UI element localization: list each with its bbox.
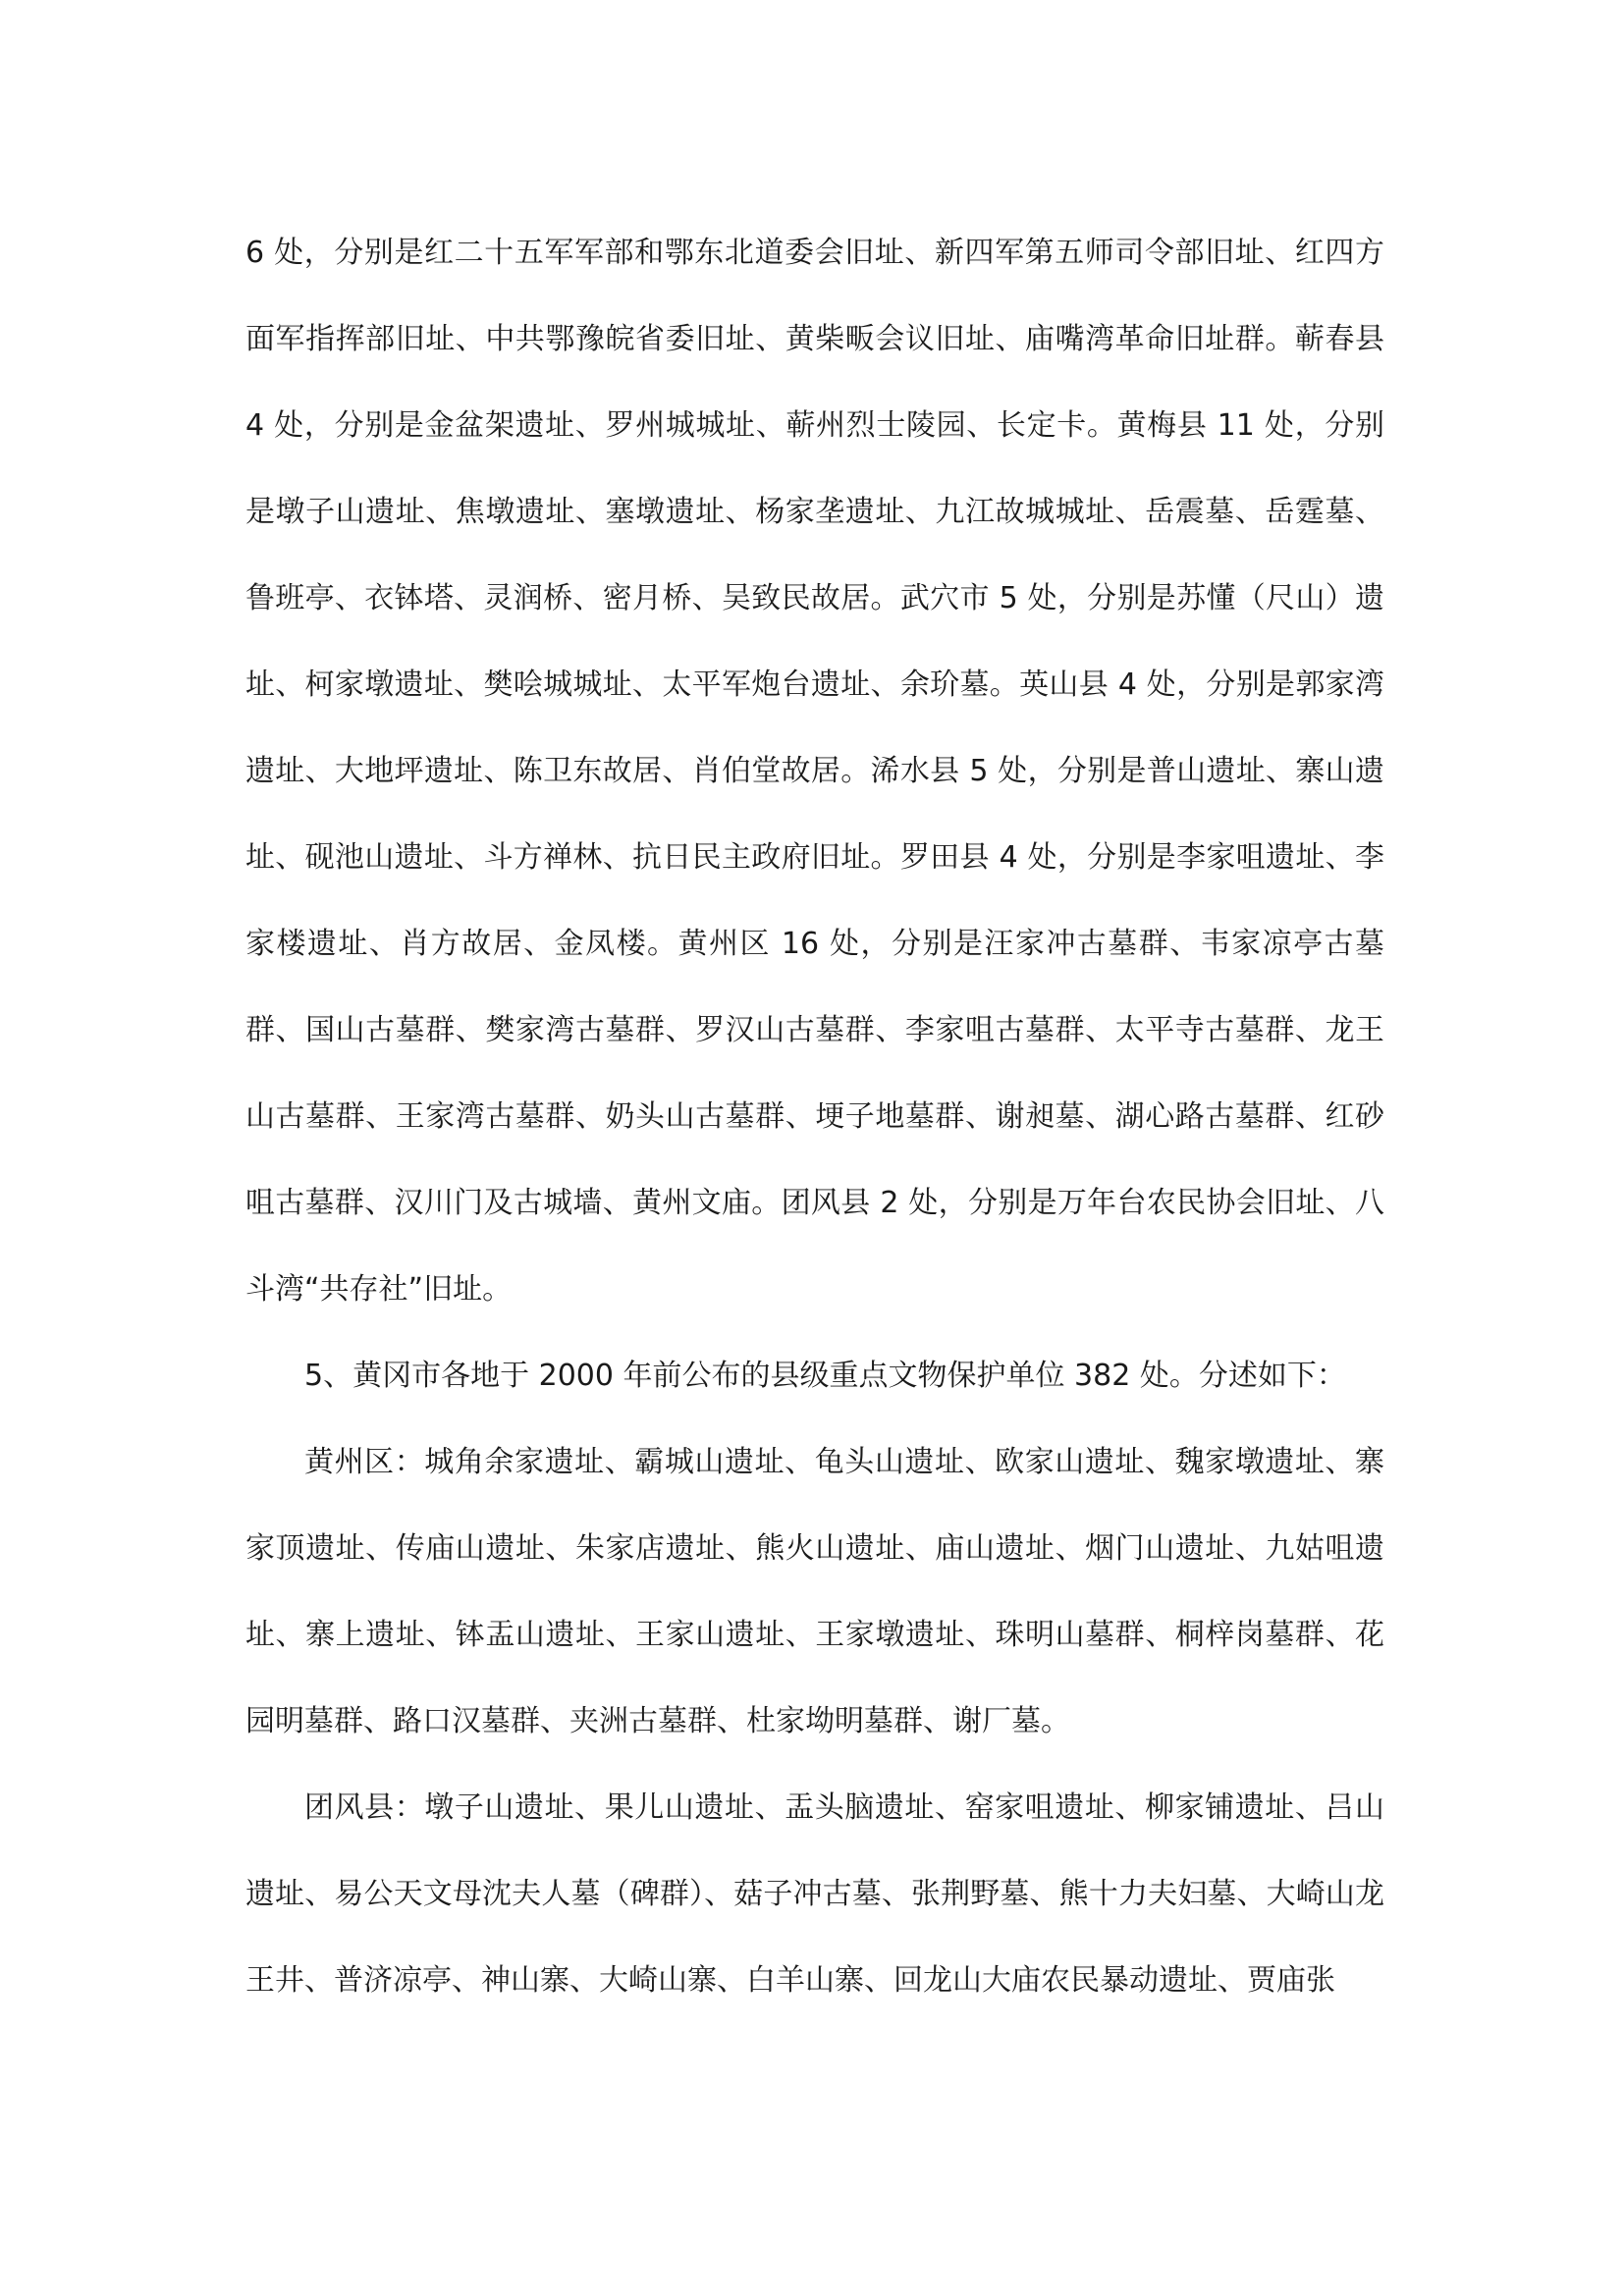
- paragraph-huangzhou-district: 黄州区：城角余家遗址、霸城山遗址、龟头山遗址、欧家山遗址、魏家墩遗址、寨家顶遗址、传庙山遗址、朱家店遗址、熊火山遗址、庙山遗址、烟门山遗址、九姑咀遗址、寨上遗址、钵盂山遗址、王家山遗址、王家墩遗址、珠明山墓群、桐梓岗墓群、花园明墓群、路口汉墓群、夹洲古墓群、杜家坳明墓群、谢厂墓。: [245, 1445, 1384, 1738]
- document-page: [245, 210, 1384, 2024]
- paragraph-tuanfeng-county: 团风县：墩子山遗址、果儿山遗址、盂头脑遗址、窑家咀遗址、柳家铺遗址、吕山遗址、易公天文母沈夫人墓（碑群）、菇子冲古墓、张荆野墓、熊十力夫妇墓、大崎山龙王井、普济凉亭、神山寨、大崎山寨、白羊山寨、回龙山大庙农民暴动遗址、贾庙张: [245, 1790, 1384, 1998]
- paragraph-county-sites-list: 6 处，分别是红二十五军军部和鄂东北道委会旧址、新四军第五师司令部旧址、红四方面军指挥部旧址、中共鄂豫皖省委旧址、黄柴畈会议旧址、庙嘴湾革命旧址群。蕲春县 4 处，分别是金盆架遗址、罗州城城址、蕲州烈士陵园、长定卡。黄梅县 11 处，分别是墩子山遗址、焦墩遗址、塞墩遗址、杨家垄遗址、九江故城城址、岳震墓、岳霆墓、鲁班亭、衣钵塔、灵润桥、密月桥、吴致民故居。武穴市 5 处，分别是苏懂（尺山）遗址、柯家墩遗址、樊哙城城址、太平军炮台遗址、余玠墓。英山县 4 处，分别是郭家湾遗址、大地坪遗址、陈卫东故居、肖伯堂故居。浠水县 5 处，分别是普山遗址、寨山遗址、砚池山遗址、斗方禅林、抗日民主政府旧址。罗田县 4 处，分别是李家咀遗址、李家楼遗址、肖方故居、金凤楼。黄州区 16 处，分别是汪家冲古墓群、韦家凉亭古墓群、国山古墓群、樊家湾古墓群、罗汉山古墓群、李家咀古墓群、太平寺古墓群、龙王山古墓群、王家湾古墓群、奶头山古墓群、埂子地墓群、谢昶墓、湖心路古墓群、红砂咀古墓群、汉川门及古城墙、黄州文庙。团风县 2 处，分别是万年台农民协会旧址、八斗湾“共存社”旧址。: [245, 236, 1384, 1307]
- paragraph-section-5-heading: 5、黄冈市各地于 2000 年前公布的县级重点文物保护单位 382 处。分述如下：: [304, 1359, 1346, 1393]
